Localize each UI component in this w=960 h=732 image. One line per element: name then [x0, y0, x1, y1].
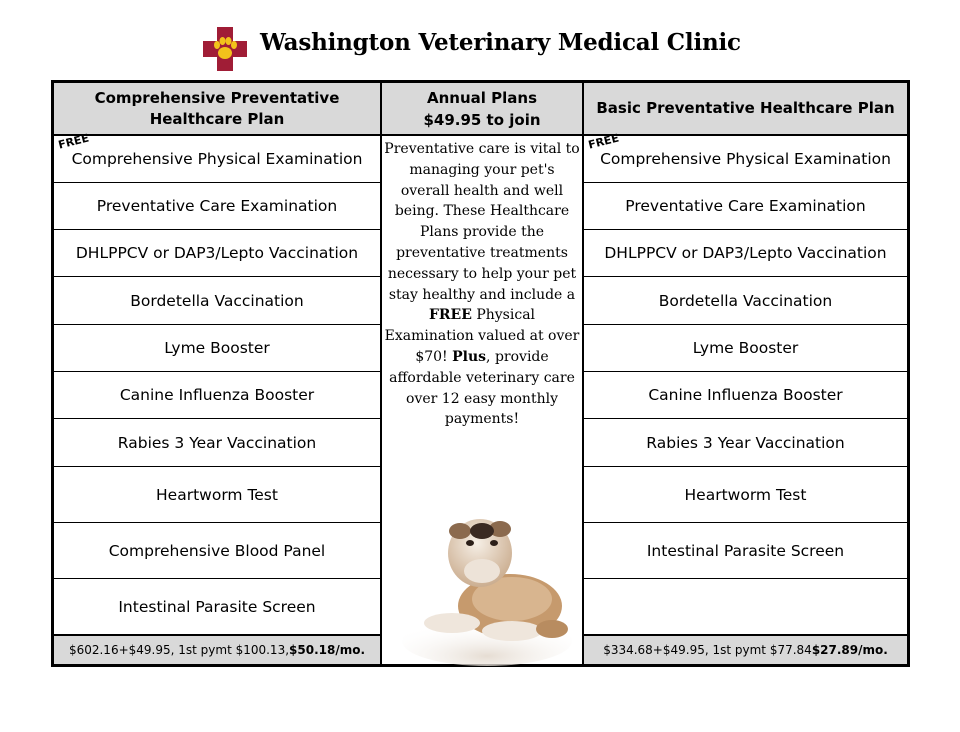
plan-item: Heartworm Test	[156, 485, 278, 504]
table-row	[584, 419, 907, 467]
basic-plan-column	[582, 83, 907, 664]
basic-plan-price	[584, 634, 907, 664]
plan-item: Canine Influenza Booster	[119, 386, 315, 404]
bulldog-image	[402, 491, 572, 666]
plan-description	[384, 139, 580, 430]
table-row	[584, 230, 907, 277]
table-row	[54, 372, 380, 419]
description-text: Preventative care is vital to managing your pet's overall health and well being. These Healthcare Plans provide the preventative treatments necessary to help your pet stay healthy and include a	[384, 141, 580, 303]
table-row	[54, 131, 380, 183]
table-row	[54, 523, 380, 579]
table-row	[54, 419, 380, 467]
plan-item: Lyme Booster	[164, 339, 270, 357]
table-row	[584, 467, 907, 523]
plan-item: Rabies 3 Year Vaccination	[117, 433, 317, 452]
plan-item: Bordetella Vaccination	[658, 291, 833, 310]
join-fee: $49.95 to join	[423, 111, 541, 129]
table-row	[584, 325, 907, 372]
plan-item: Comprehensive Blood Panel	[108, 541, 326, 560]
clinic-logo-icon	[203, 27, 247, 71]
plan-item: DHLPPCV or DAP3/Lepto Vaccination	[75, 244, 359, 262]
page-header	[0, 0, 960, 80]
annual-plans-header	[382, 83, 582, 136]
free-tag: FREE	[587, 131, 621, 152]
table-row	[584, 372, 907, 419]
table-row	[54, 277, 380, 325]
plan-item: Rabies 3 Year Vaccination	[646, 433, 845, 452]
plan-item: Canine Influenza Booster	[648, 386, 843, 404]
plans-table	[51, 80, 910, 667]
free-tag: FREE	[57, 131, 91, 152]
table-row	[54, 183, 380, 230]
price-detail: $602.16+$49.95, 1st pymt $100.13,	[68, 643, 290, 657]
page-title: Washington Veterinary Medical Clinic	[260, 29, 741, 56]
plan-item: Bordetella Vaccination	[130, 291, 304, 310]
table-row	[54, 230, 380, 277]
price-monthly: $50.18/mo.	[289, 643, 366, 657]
comprehensive-plan-title: Comprehensive Preventative Healthcare Plan	[54, 83, 380, 136]
table-row	[584, 523, 907, 579]
plan-item: Lyme Booster	[692, 339, 799, 357]
table-row	[584, 277, 907, 325]
plan-item: Preventative Care Examination	[625, 197, 866, 215]
annual-plans-title: Annual Plans	[427, 89, 537, 107]
description-bold: FREE	[428, 307, 472, 324]
plan-item: Intestinal Parasite Screen	[646, 541, 845, 560]
basic-plan-title: Basic Preventative Healthcare Plan	[584, 83, 907, 136]
table-row	[54, 325, 380, 372]
comprehensive-plan-price	[54, 634, 380, 664]
plan-item: Heartworm Test	[684, 485, 807, 504]
plan-item: Comprehensive Physical Examination	[600, 150, 891, 168]
price-detail: $334.68+$49.95, 1st pymt $77.84	[603, 643, 812, 657]
plan-item: DHLPPCV or DAP3/Lepto Vaccination	[604, 244, 887, 262]
description-text: , provide affordable veterinary care over 12 easy monthly payments!	[389, 348, 575, 428]
plan-item: Intestinal Parasite Screen	[118, 597, 316, 616]
table-row	[54, 579, 380, 634]
description-bold: Plus	[452, 348, 487, 365]
plan-item: Preventative Care Examination	[96, 197, 338, 215]
plan-item: Comprehensive Physical Examination	[71, 150, 363, 168]
annual-plans-column	[382, 83, 582, 664]
table-row	[584, 131, 907, 183]
table-row	[54, 467, 380, 523]
comprehensive-plan-column	[54, 83, 382, 664]
price-monthly: $27.89/mo.	[811, 643, 888, 657]
table-row	[584, 579, 907, 634]
table-row	[584, 183, 907, 230]
description-text: Physical Examination valued at over $70!	[384, 307, 580, 365]
